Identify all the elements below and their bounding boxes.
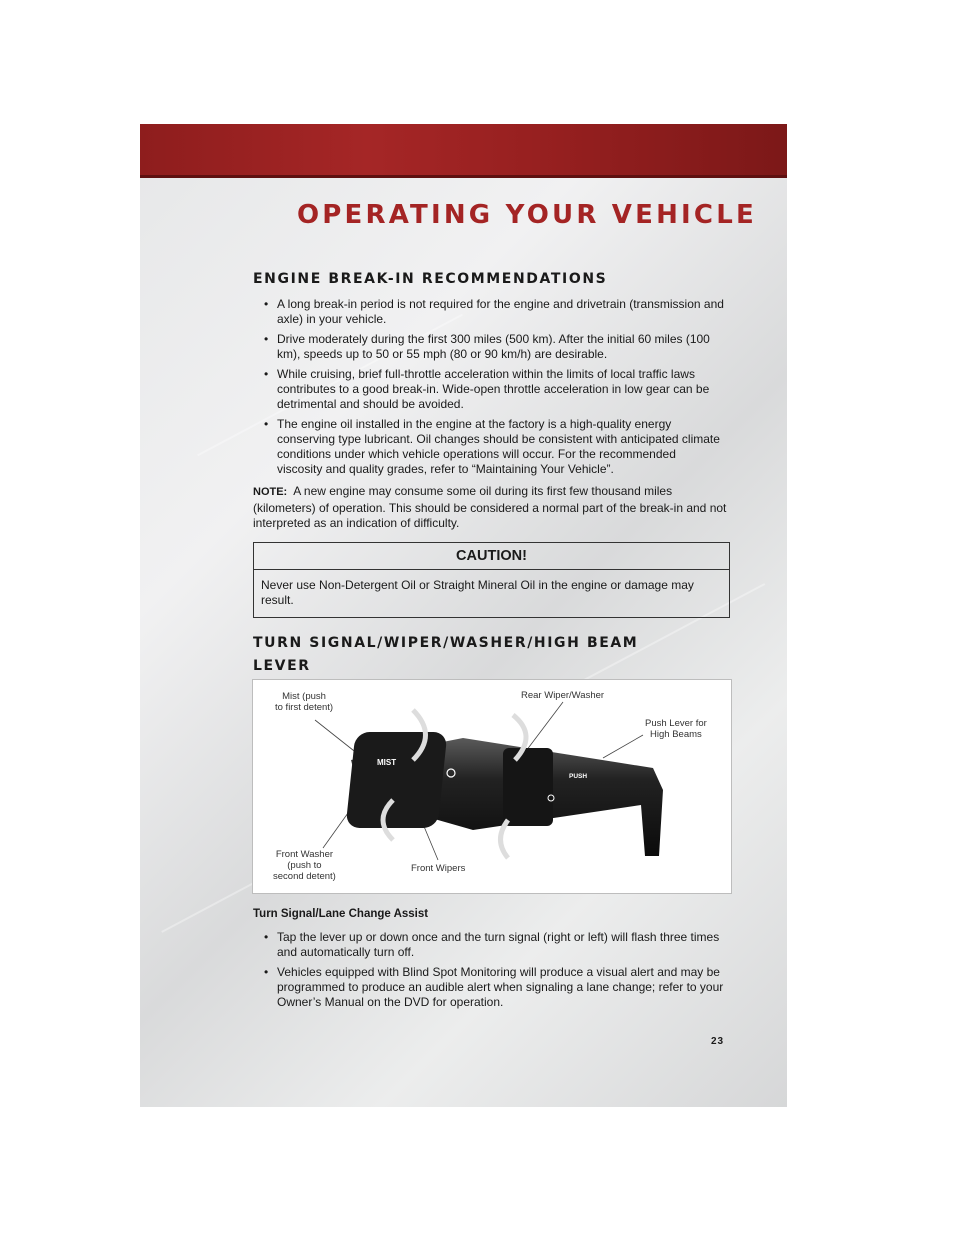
- list-item: • Drive moderately during the first 300 miles (500 km). After the initial 60 miles (100 km), speeds up to 50 or 55 mph (80 or 90 km/h) are desirable.: [264, 332, 724, 362]
- caution-title: CAUTION!: [254, 543, 729, 570]
- list-item: • A long break-in period is not required for the engine and drivetrain (transmission and axle) in your vehicle.: [264, 297, 724, 327]
- lever-collar: [503, 748, 553, 826]
- note-label: NOTE:: [253, 486, 288, 498]
- turn-signal-list: [264, 930, 724, 1015]
- list-item: • While cruising, brief full-throttle acceleration within the limits of local traffic laws contributes to a good break-in. Wide-open throttle acceleration in low gear can be detrimental and should be avoided.: [264, 367, 724, 412]
- caution-box: [253, 542, 730, 618]
- page-title: OPERATING YOUR VEHICLE: [297, 200, 757, 230]
- page-number: 23: [711, 1036, 725, 1047]
- list-item: • The engine oil installed in the engine at the factory is a high-quality energy conserving type lubricant. Oil changes should be consistent with anticipated climate conditions under which vehicle operations will occur. For the recommended viscosity and quality grades, refer to “Maintaining Your Vehicle”.: [264, 417, 724, 477]
- note-text: A new engine may consume some oil during its first few thousand miles (kilometers) of operation. This should be considered a normal part of the break-in and not interpreted as an indication of difficulty.: [253, 484, 727, 530]
- section-heading-break-in: ENGINE BREAK-IN RECOMMENDATIONS: [253, 271, 608, 287]
- leader-line: [523, 702, 563, 755]
- rotate-arrow-icon: [501, 820, 509, 858]
- label-push-lever: Push Lever for High Beams: [645, 718, 707, 740]
- label-front-wipers: Front Wipers: [411, 863, 466, 874]
- section-heading-lever-line2: LEVER: [253, 658, 311, 674]
- leader-line: [603, 735, 643, 758]
- lever-push-text: PUSH: [569, 773, 588, 780]
- caution-text: Never use Non-Detergent Oil or Straight Mineral Oil in the engine or damage may result.: [261, 578, 694, 607]
- subsection-heading: Turn Signal/Lane Change Assist: [253, 908, 429, 920]
- label-mist: Mist (push to first detent): [275, 691, 334, 713]
- label-rear-wiper: Rear Wiper/Washer: [521, 690, 605, 701]
- note-paragraph: [253, 484, 728, 532]
- lever-illustration: [252, 679, 732, 894]
- manual-page: [140, 124, 787, 1107]
- break-in-list: [264, 297, 724, 482]
- section-heading-lever-line1: TURN SIGNAL/WIPER/WASHER/HIGH BEAM: [253, 635, 639, 651]
- lever-knob: [345, 732, 447, 828]
- list-item: • Tap the lever up or down once and the turn signal (right or left) will flash three times and automatically turn off.: [264, 930, 724, 960]
- label-front-washer: Front Washer (push to second detent): [273, 849, 336, 882]
- list-item: • Vehicles equipped with Blind Spot Monitoring will produce a visual alert and may be programmed to produce an audible alert when signaling a lane change; refer to your Owner’s Manual on the DVD for operation.: [264, 965, 724, 1010]
- header-band: [140, 124, 787, 178]
- lever-mist-text: MIST: [377, 758, 397, 767]
